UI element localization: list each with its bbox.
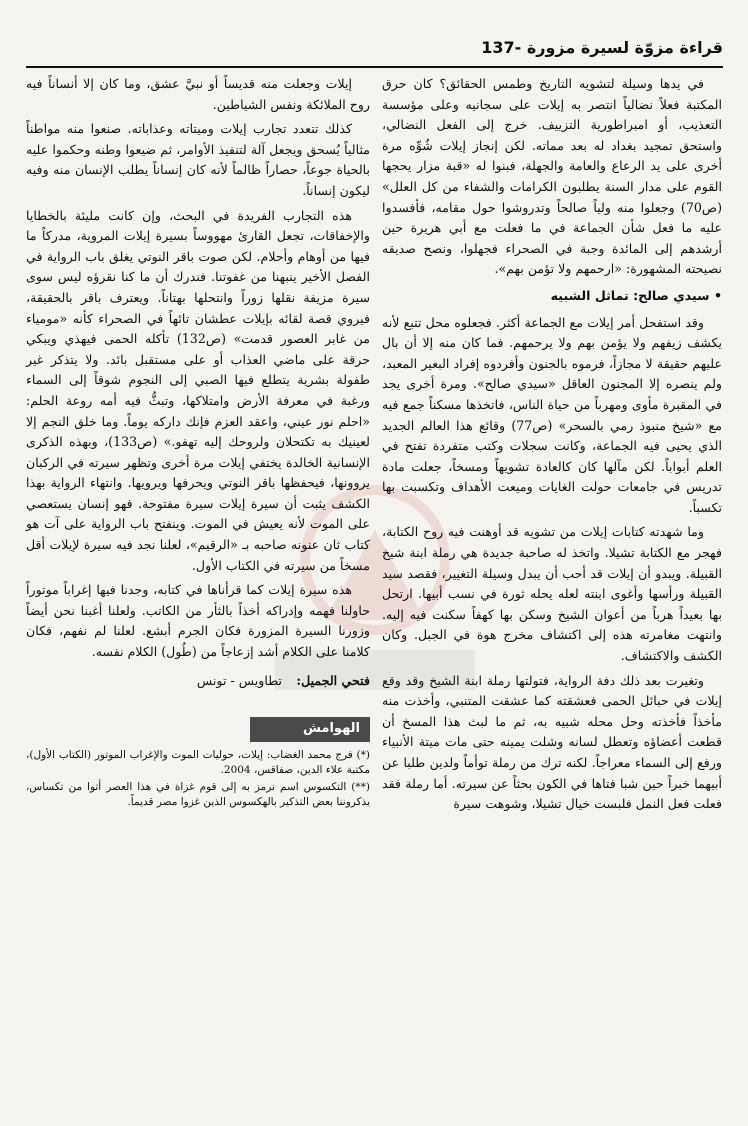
paragraph: هذه التجارب الفريدة في البحث، وإن كانت مليئة بالخطايا والإخفاقات، تجعل القارئ مهووساً بسيرة إيلات المروية، مدركاً ما فيها من أوهام وأحلام. لكن صوت باقر النوتي يغلق باب الرواية في الفصل الأخير ينبهنا من غفوتنا. فندرك أن ما كنا نقرؤه ليس سوى سيرة مزيفة نقلها زوراً وانتحلها بهتاناً. ويعترف باقر بالحقيقة، فيروي قصة لقائه بإيلات عطشان تائهاً في الصحراء كأنه «مومياء من غابر العصور قدمت» (ص132) تأكله الحمى فيهذي ويبكي حرقة على ماضي العذاب أو على مستقبل بائد. ولا يتذكر غير طفولة بشرية يتطلع فيها الصبي إلى النجوم شوقاً إلى السماء ورغبة في معرفة الأرض وامتلاكها، وتبثُّ فيه أمه روعة الحلم: «احلم نور عيني، واعقد العزم فإنك داركه يوماً. وما خلق النجم إلا لعينيك به تكتحلان ولروحك إليه تهفو.» (ص133)، وبهذه الذكرى الإنسانية الخالدة يختفي إيلات مرة أخرى وتظهر سيرته في الركبان يروونها، فيحفظها باقر النوتي ويحرفها ويرويها. وانتهاء الرواية بهذا الكشف يثبت أن سيرة إيلات سيرة مفتوحة. فهو إنسان يستعصي على الموت لأنه يعيش في الموت. وينفتح باب الرواية على آت هو كتاب ثان عنونه صاحبه بـ «الرقيم»، لعلنا نجد فيه سيرة لإيلات أقل مسخاً من سيرته في الكتاب الأول. — [26, 207, 370, 573]
footnotes-heading: الهوامش — [250, 717, 370, 742]
author-signature — [26, 671, 370, 692]
footnote-marker: (*) — [356, 748, 370, 761]
author-name: فتحي الجميل: — [296, 672, 370, 688]
page-header — [26, 36, 723, 68]
paragraph: وما شهدته كتابات إيلات من تشويه قد أوهنت فيه روح الكتابة، فهجر مع الكتابة تشيلا. واتخذ له صاحبة جديدة هي رملة ابنة شيخ القبيلة. ويبدو أن إيلات قد أحب أن يبدل وسيلة التغيير، فقصد سيد القبيلة ورأسها وأغوى ابنته لعله يحله ثورة في نسب أبيها. ارتحل بها بعيداً هرباً من أعوان الشيخ وسكن بها كهفاً سكنت فيه إليه. وانتهت مغامرته هذه إلى اكتشاف مخرج هوة في الجبل. وكان الكشف والاكتشاف. — [382, 524, 722, 664]
paragraph: إيلات وجعلت منه قديساً أو نبيَّ عشق، وما كان إلا أنساناً فيه روح الملائكة ونفس الشياطين. — [26, 76, 370, 112]
paragraph: كذلك تتعدد تجارب إيلات وميتاته وعذاباته. صنعوا منه مواطناً مثالياً يُسحق ويجعل آلة لتنفيذ الأوامر، ثم ضيعوا وطنه وحكموا عليه بالحياة جوعاً، حصاراً ظالماً لأنه كان إنساناً يطلب الإنسان منه وفيه ليكون إنساناً. — [26, 121, 370, 198]
running-title: قراءة مزوّة لسيرة مزورة -137 — [481, 38, 723, 57]
footnote-text: فرج محمد الغضاب: إيلات، حوليات الموت والإغراب الموتور (الكتاب الأول)، مكتبة علاء الدين، صفاقس، 2004. — [26, 748, 370, 776]
footnote-text: التكسوس اسم نرمز به إلى قوم غزاة في هذا العصر أتوا من تكساس، يذكروننا بعض التذكير بالهكسوس الذين غزوا مصر قديماً. — [26, 780, 370, 808]
footnote — [26, 780, 370, 810]
paragraph: وقد استفحل أمر إيلات مع الجماعة أكثر. فجعلوه محل تتبع لأنه يكشف زيفهم ولا يؤمن بهم ولا يرحمهم. فما كان منه إلا أن بال عليهم حقيقة لا مجازاً، فرموه بالجنون وأفردوه إفراد البعير المعبد، ولم ينصره إلا المجنون العاقل «سيدي صالح». ومرة أخرى يجد في المقبرة مأوى ومهرباً من حياة الناس، فاتخذها مسكناً جمع فيه مع «شيخ منبوذ رمي بالسحر» (ص77) وقائع هذا العالم الجديد الذي يحيى فيه الجماعة، وكانت سجلات وكتب متفردة تفتح في العلم أبواباً. لكن مآلها كان كالعادة تشويهاً ومسخاً، جعلت مادة تدريس في جامعات حولت الغايات وميعت الأهداف وتكسبت بها تكسباً. — [382, 314, 722, 515]
paragraph: هذه سيرة إيلات كما قرأناها في كتابه، وجدنا فيها إغراباً موتوراً حاولنا فهمه وإدراكه أخذاً بالثأر من الكاتب. ولعلنا أغبنا نحن أيضاً وزورنا السيرة المزورة فكان الجرم أبشع. لعلنا لم نفهم، فكان كلامنا على الكلام أشد إزعاجاً من (طُول) الكلام نفسه. — [26, 582, 370, 660]
footnote — [26, 748, 370, 778]
paragraph: وتغيرت بعد ذلك دفة الرواية، فتولتها رملة ابنة الشيخ وقد وقع إيلات في حبائل الحمى فعشقته كما عشقت المتنبي، وأخذت منه مأخذاً فأخذته وحل محله شبيه به، ثم ما لبث هذا المسخ أن قطعت أعضاؤه وتعطل لسانه وشلت يمينه حتى مات ميتة الأنبياء ورفع إلى السماء معراجاً. لكنه ترك من رملة توأماً ولدين طلبا عن أبيهما خبراً حين شبا فتاها في الكون بحثاً عن سيرته. أما رملة فقد فعلت فعل النمل فلبست خيال تشيلا، وشوهت سيرة — [382, 672, 722, 812]
footnote-marker: (**) — [351, 780, 370, 793]
section-subheading: • سيدي صالح: تماثل الشبيه — [550, 287, 722, 303]
author-location: تطاويس - تونس — [196, 672, 283, 688]
right-column — [382, 74, 722, 819]
footnotes — [26, 748, 370, 810]
left-column — [26, 74, 370, 812]
paragraph: في يدها وسيلة لتشويه التاريخ وطمس الحقائق؟ كان حرق المكتبة فعلاً نضالياً انتصر به إيلات على سجانيه وعلى مؤسسة التعذيب، أو امبراطورية التزييف. خرج إلى الفعل النضالي، واستحق تمجيد بغداد له بعد مماته. لكن إنجاز إيلات شُوِّه مرة أخرى على يد الرعاع والعامة والجهلة، فبنوا له «قبة مزار يحجها القوم على مدار السنة يطلبون الكرامات والشفاء من كل العلل» (ص70) وجعلوا منه ولياً صالحاً وتدروشوا حول مقامه، فأفسدوا عليه ما فعل شأن الجماعة في ما فعلت مع أبي هريرة حين أرشدهم إلى المائدة وجبة في الصحراء فجهلوا، ونصح صديقه نصيحته المشهورة: «ارحمهم ولا تؤمن بهم». — [382, 76, 722, 277]
